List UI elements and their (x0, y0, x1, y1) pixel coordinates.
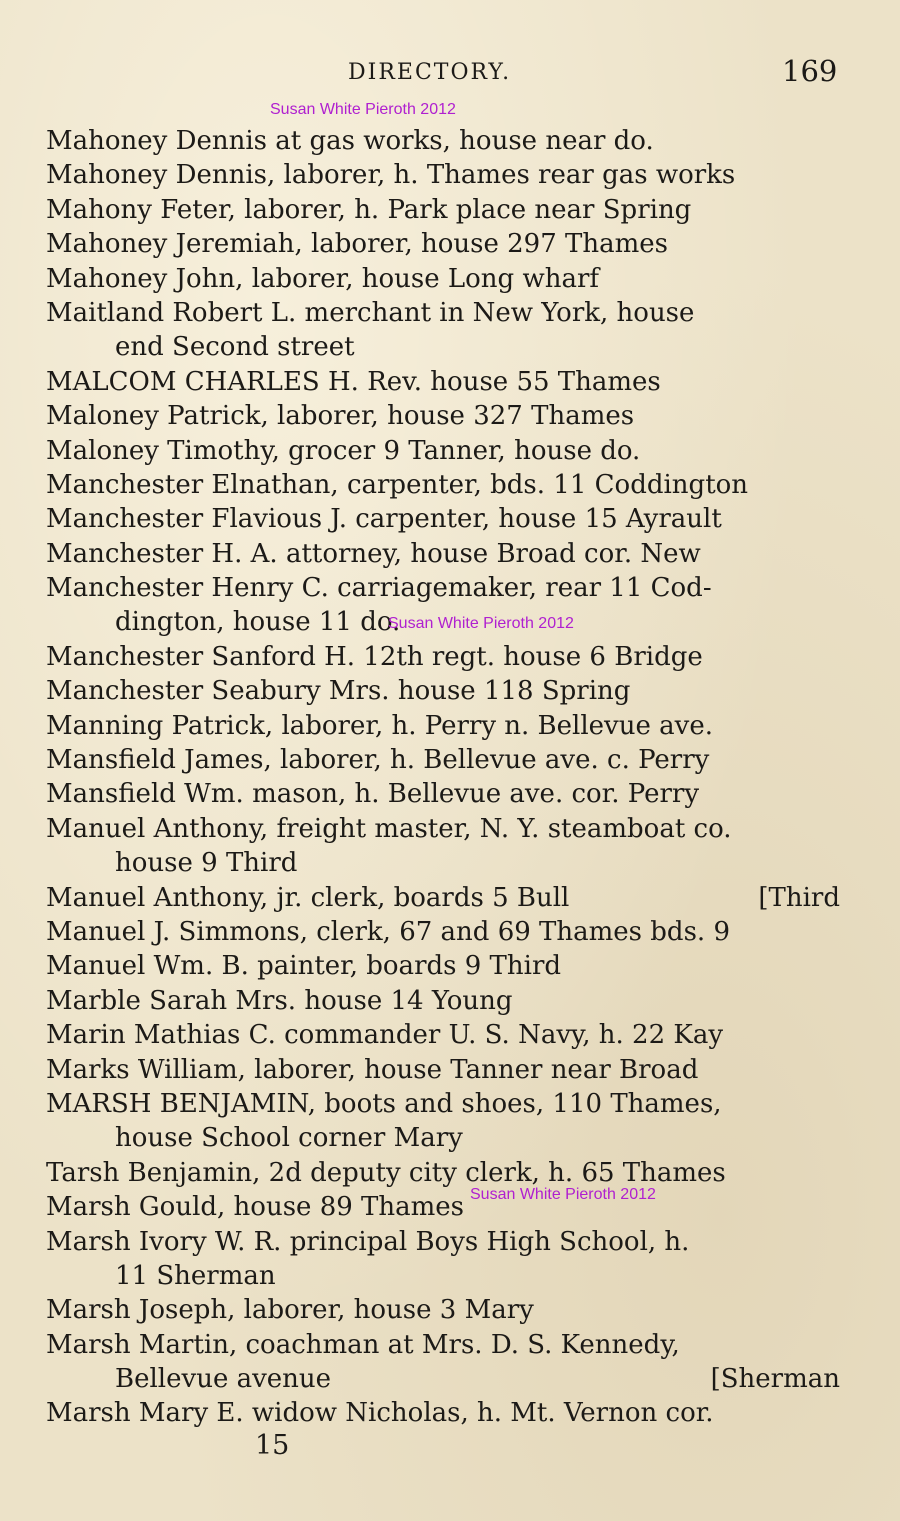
entry-text: Manchester Elnathan, carpenter, bds. 11 Coddington (46, 469, 749, 500)
entry-continuation (0, 1259, 900, 1293)
page-number: 169 (782, 54, 838, 88)
entry-text: Marble Sarah Mrs. house 14 Young (46, 985, 513, 1016)
entry-line (0, 296, 900, 330)
entry-text: Manning Patrick, laborer, h. Perry n. Bellevue ave. (46, 710, 713, 741)
watermark: Susan White Pieroth 2012 (270, 101, 456, 118)
entry-line (0, 468, 900, 502)
entry-text: Mansfield James, laborer, h. Bellevue ave. c. Perry (46, 745, 710, 776)
entry-text: Mahoney John, laborer, house Long wharf (46, 263, 599, 294)
directory-entries (0, 124, 900, 1431)
entry-line (0, 640, 900, 674)
entry-continuation (0, 330, 900, 364)
signature-mark: 15 (255, 1430, 290, 1461)
entry-text: Manuel Wm. B. painter, boards 9 Third (46, 951, 562, 982)
page-header (0, 52, 900, 92)
entry-line (0, 1087, 900, 1121)
entry-line (0, 1293, 900, 1327)
entry-text: Mahoney Dennis, laborer, h. Thames rear gas works (46, 160, 736, 191)
running-title: DIRECTORY. (348, 60, 512, 85)
entry-line (0, 674, 900, 708)
entry-bracket-continuation: [Third (758, 882, 840, 913)
entry-text: Manchester Flavious J. carpenter, house 15 Ayrault (46, 504, 722, 535)
entry-text: 11 Sherman (115, 1260, 276, 1291)
entry-text: Tarsh Benjamin, 2d deputy city clerk, h. 65 Thames (46, 1157, 726, 1188)
entry-line (0, 1396, 900, 1430)
entry-text: Marsh Mary E. widow Nicholas, h. Mt. Vernon cor. (46, 1398, 714, 1429)
entry-line (0, 1225, 900, 1259)
entry-line (0, 227, 900, 261)
entry-line (0, 1018, 900, 1052)
entry-text: Marsh Gould, house 89 Thames (46, 1192, 465, 1223)
entry-line (0, 434, 900, 468)
entry-text: house School corner Mary (115, 1123, 463, 1154)
entry-line (0, 949, 900, 983)
entry-text: MALCOM CHARLES H. Rev. house 55 Thames (46, 366, 661, 397)
entry-text: Manchester Seabury Mrs. house 118 Spring (46, 676, 631, 707)
entry-text: Maloney Patrick, laborer, house 327 Thames (46, 401, 635, 432)
entry-line (0, 812, 900, 846)
entry-line (0, 1190, 900, 1224)
entry-text: Marin Mathias C. commander U. S. Navy, h. 22 Kay (46, 1020, 724, 1051)
entry-text: Manuel Anthony, jr. clerk, boards 5 Bull (46, 882, 570, 913)
entry-line (0, 365, 900, 399)
entry-line (0, 1053, 900, 1087)
entry-line (0, 915, 900, 949)
entry-line (0, 1156, 900, 1190)
entry-line (0, 262, 900, 296)
entry-text: Mahony Feter, laborer, h. Park place near Spring (46, 194, 692, 225)
entry-line (0, 984, 900, 1018)
entry-line (0, 743, 900, 777)
entry-line (0, 193, 900, 227)
entry-text: MARSH BENJAMIN, boots and shoes, 110 Thames, (46, 1088, 722, 1119)
entry-line (0, 709, 900, 743)
entry-text: house 9 Third (115, 848, 298, 879)
entry-continuation (0, 1121, 900, 1155)
entry-text: Manchester Sanford H. 12th regt. house 6 Bridge (46, 641, 703, 672)
entry-text: end Second street (115, 332, 355, 363)
entry-line (0, 399, 900, 433)
entry-line (0, 537, 900, 571)
entry-text: Marsh Martin, coachman at Mrs. D. S. Kennedy, (46, 1329, 680, 1360)
entry-text: Marsh Joseph, laborer, house 3 Mary (46, 1295, 534, 1326)
watermark: Susan White Pieroth 2012 (470, 1186, 656, 1203)
entry-line (0, 502, 900, 536)
entry-continuation (0, 846, 900, 880)
entry-line (0, 881, 900, 915)
entry-text: Manuel J. Simmons, clerk, 67 and 69 Thames bds. 9 (46, 916, 730, 947)
entry-text: Manchester Henry C. carriagemaker, rear 11 Cod- (46, 573, 712, 604)
entry-text: Bellevue avenue (115, 1364, 332, 1395)
entry-line (0, 1328, 900, 1362)
entry-text: Mansfield Wm. mason, h. Bellevue ave. cor. Perry (46, 779, 700, 810)
entry-text: Mahoney Dennis at gas works, house near do. (46, 126, 654, 156)
entry-line (0, 158, 900, 192)
entry-text: Maloney Timothy, grocer 9 Tanner, house do. (46, 435, 641, 466)
entry-text: Marks William, laborer, house Tanner near Broad (46, 1054, 699, 1085)
entry-line (0, 124, 900, 158)
entry-line (0, 777, 900, 811)
entry-text: Mahoney Jeremiah, laborer, house 297 Thames (46, 229, 669, 260)
entry-line (0, 571, 900, 605)
entry-text: Marsh Ivory W. R. principal Boys High School, h. (46, 1226, 690, 1257)
entry-text: Manuel Anthony, freight master, N. Y. steamboat co. (46, 813, 732, 844)
entry-text: Manchester H. A. attorney, house Broad cor. New (46, 538, 701, 569)
entry-text: Maitland Robert L. merchant in New York, house (46, 297, 695, 328)
entry-continuation (0, 1362, 900, 1396)
entry-text: dington, house 11 do. (115, 607, 401, 638)
entry-bracket-continuation: [Sherman (710, 1364, 840, 1395)
watermark: Susan White Pieroth 2012 (388, 615, 574, 632)
